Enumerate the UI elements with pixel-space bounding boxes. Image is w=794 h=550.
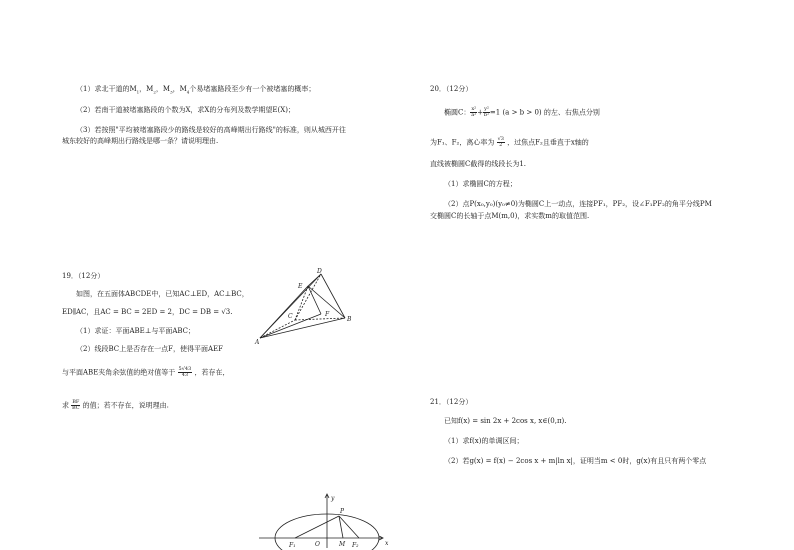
- q19-part1: （1）求证：平面ABE⊥与平面ABC；: [76, 327, 196, 335]
- q18-part3-line2: 城东较好的高峰期出行路线是哪一条？请说明理由.: [62, 137, 219, 145]
- q20-line3: 直线被椭圆C截得的线段长为1.: [430, 160, 527, 168]
- label-y: y: [331, 495, 335, 502]
- q19-line1: 如图，在五面体ABCDE中，已知AC⊥ED，AC⊥BC，: [76, 290, 249, 298]
- q19-part2b: 与平面ABE夹角余弦值的绝对值等于 $\frac{5√43}{43}$ ，若存在，: [62, 366, 230, 378]
- q21-line1: 已知f(x) = sin 2x + 2cos x, x∈(0,π).: [444, 417, 567, 425]
- q19-header: 19．（12分）: [62, 272, 105, 280]
- label-m: M: [339, 541, 346, 548]
- label-x: x: [385, 540, 389, 547]
- q20-header: 20．（12分）: [430, 85, 473, 93]
- ellipse-figure: [255, 490, 395, 550]
- q19-part2: （2）线段BC上是否存在一点F，使得平面AEF: [76, 345, 223, 353]
- fraction-x2-a2: $\frac{\text{x²}}{\text{a²}}$: [471, 106, 477, 118]
- q19-part2c: 求 $\frac{BF}{BC}$ 的值；若不存在，说明理由.: [62, 399, 169, 411]
- label-p: P: [340, 508, 345, 515]
- label-d: D: [317, 268, 322, 275]
- q21-part2: （2）若g(x) = f(x) − 2cos x + m|ln x|，证明当m < 0时，g(x)有且只有两个零点: [444, 457, 707, 465]
- label-b: B: [347, 316, 352, 323]
- label-a: A: [255, 339, 260, 346]
- q20-part2-line1: （2）点P(x₀,y₀)(y₀≠0)为椭圆C上一动点，连接PF₁，PF₂，设∠F₁PF₂的角平分线PM: [444, 200, 712, 208]
- label-e: E: [298, 283, 303, 290]
- label-c: C: [288, 313, 293, 320]
- label-f2: F₂: [352, 542, 359, 549]
- fraction-cosine: $\frac{5√43}{43}$: [178, 366, 192, 378]
- fraction-y2-b2: $\frac{\text{y²}}{\text{b²}}$: [483, 106, 490, 118]
- q20-part2-line2: 交椭圆C的长轴于点M(m,0)，求实数m的取值范围.: [430, 212, 590, 220]
- label-o: O: [315, 541, 320, 548]
- q20-part1: （1）求椭圆C的方程；: [444, 180, 517, 188]
- q19-line2: ED∥AC，且AC = BC = 2ED = 2，DC = DB = √3.: [62, 308, 233, 316]
- q20-line2: 为F₁、F₂，离心率为 $\frac{√3}{2}$ ，过焦点F₂且垂直于x轴的: [430, 136, 589, 148]
- pentahedron-figure: [255, 266, 355, 344]
- q20-line1: 椭圆C： $\frac{\text{x²}}{\text{a²}}$ + $\frac{\text{y²}}{\text{b²}}$ =1 (a > b > 0) 的左、右焦点分别: [444, 106, 600, 118]
- fraction-bf-bc: $\frac{BF}{BC}$: [72, 399, 80, 411]
- label-f1: F₁: [289, 542, 296, 549]
- q18-part2: （2）若南干道被堵塞路段的个数为X，求X的分布列及数学期望E(X)；: [76, 106, 295, 114]
- label-f: F: [325, 311, 330, 318]
- q18-part1: （1）求北干道的$M_1$，$M_2$，$M_3$，$M_4$个易堵塞路段至少有一个被堵塞的概率；: [76, 85, 316, 95]
- q21-header: 21．（12分）: [430, 398, 473, 406]
- q21-part1: （1）求f(x)的单调区间；: [444, 437, 524, 445]
- fraction-eccentricity: $\frac{√3}{2}$: [497, 136, 504, 148]
- q18-part3-line1: （3）若按照"平均被堵塞路段少的路线是较好的高峰期出行路线"的标准，则从城西开往: [76, 126, 346, 134]
